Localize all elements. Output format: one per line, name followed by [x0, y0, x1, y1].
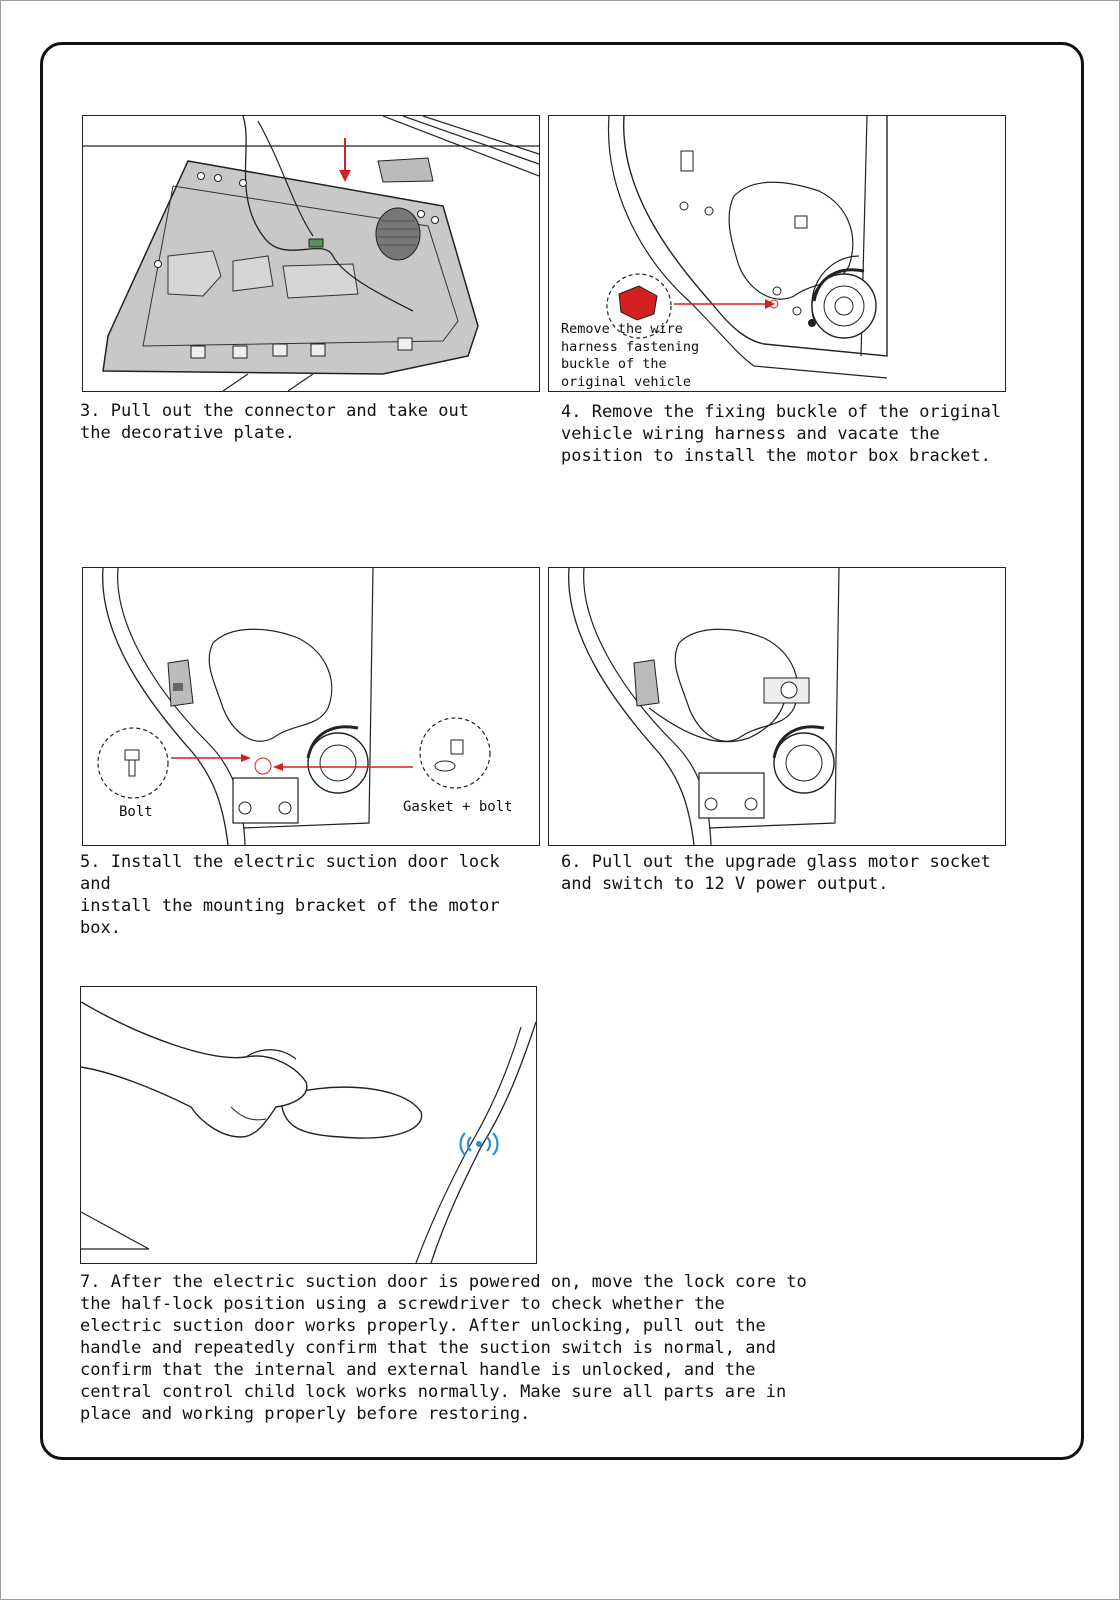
step-7-caption: 7. After the electric suction door is powered on, move the lock core to the half-lock position using a screwdriver to check whether the electric suction door works properly. After unlocking, pull out the handle and repeatedly confirm that the suction switch is normal, and confirm that the internal and external handle is unlocked, and the central control child lock works normally. Make sure all parts are in place and working properly before restoring. — [80, 1272, 807, 1424]
step-6-caption: 6. Pull out the upgrade glass motor socket and switch to 12 V power output. — [561, 852, 991, 894]
step-3-diagram — [82, 115, 540, 392]
door-lock — [233, 778, 298, 823]
step-5-diagram — [82, 567, 540, 846]
connector — [309, 239, 323, 247]
step-3-caption: 3. Pull out the connector and take out the decorative plate. — [80, 401, 469, 443]
speaker-grille — [376, 208, 420, 260]
step-4-diagram — [548, 115, 1006, 392]
step-5-caption: 5. Install the electric suction door lock and install the mounting bracket of the motor box. — [80, 852, 500, 938]
step-4-callout: Remove the wire harness fastening buckle of the original vehicle — [561, 321, 700, 390]
door-seam — [431, 1022, 536, 1263]
step-6-diagram — [548, 567, 1006, 846]
step-7-diagram — [80, 986, 537, 1264]
bolt-label: Bolt — [119, 804, 153, 820]
step-4-caption: 4. Remove the fixing buckle of the original vehicle wiring harness and vacate the position to install the motor box bracket. — [561, 402, 1002, 466]
gasket-bolt-label: Gasket + bolt — [403, 799, 513, 815]
hand — [81, 1002, 307, 1137]
